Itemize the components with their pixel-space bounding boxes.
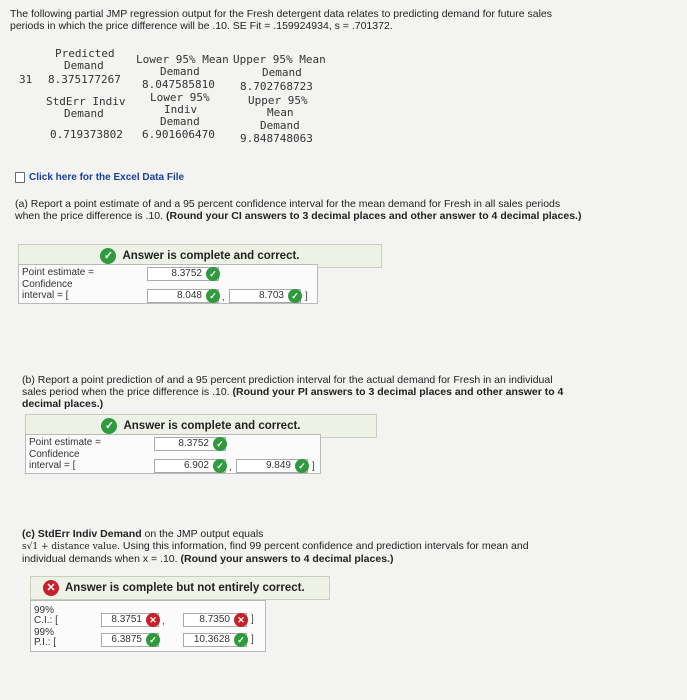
x-icon: ✕ <box>146 613 160 627</box>
header-demand-4: Demand <box>64 107 104 120</box>
check-circle-icon: ✓ <box>100 248 116 264</box>
check-circle-icon: ✓ <box>101 418 117 434</box>
check-icon: ✓ <box>213 437 227 451</box>
lower-indiv-value: 6.901606470 <box>142 128 215 141</box>
pi-upper-field[interactable]: 9.849 ✓ <box>236 459 308 473</box>
jmp-output <box>12 44 342 152</box>
part-b-line-2: sales period when the price difference is .10. (Round your PI answers to 3 decimal places and other answer to 4 <box>22 386 564 398</box>
close-bracket: ] <box>251 614 254 625</box>
header-mean: Mean <box>267 106 294 119</box>
part-c-banner-text: Answer is complete but not entirely correct. <box>65 582 305 594</box>
check-icon: ✓ <box>234 633 248 647</box>
point-estimate-label: Point estimate = <box>22 267 94 278</box>
comma: , <box>162 616 165 627</box>
intro-line-1: The following partial JMP regression output for the Fresh detergent data relates to predicting demand for future sales <box>10 8 553 20</box>
header-demand-6: Demand <box>260 119 300 132</box>
interval-label: interval = [ <box>22 290 69 301</box>
header-demand: Demand <box>64 59 104 72</box>
header-demand-2: Demand <box>160 65 200 78</box>
check-icon: ✓ <box>288 289 302 303</box>
close-bracket: ] <box>251 634 254 645</box>
comma: , <box>229 462 232 473</box>
check-icon: ✓ <box>206 267 220 281</box>
upper-mean-value: 8.702768723 <box>240 80 313 93</box>
upper-indiv-value: 9.848748063 <box>240 132 313 145</box>
part-c-banner <box>30 576 330 600</box>
lower-mean-value: 8.047585810 <box>142 78 215 91</box>
part-a-line-1: (a) Report a point estimate of and a 95 percent confidence interval for the mean demand for Fresh in all sales periods <box>15 198 561 210</box>
ci-lower-field[interactable]: 8.048 ✓ <box>147 289 219 303</box>
pi-label: P.I.: [ <box>34 637 57 648</box>
confidence-label: Confidence <box>22 279 73 290</box>
c-ci-lower-field[interactable]: 8.3751 ✕ <box>101 613 159 627</box>
part-b-line-3: decimal places.) <box>22 398 104 410</box>
check-icon: ✓ <box>213 459 227 473</box>
check-icon: ✓ <box>206 289 220 303</box>
part-c-line-3: individual demands when x = .10. (Round your answers to 4 decimal places.) <box>22 553 394 565</box>
x-icon: ✕ <box>234 613 248 627</box>
header-stderr-indiv: StdErr Indiv <box>46 95 126 108</box>
header-predicted: Predicted <box>55 47 115 60</box>
excel-link-row[interactable] <box>15 172 184 183</box>
check-icon: ✓ <box>295 459 309 473</box>
part-a-answer-table <box>18 264 318 304</box>
header-upper-indiv: Upper 95% <box>248 94 308 107</box>
pi-lower-field[interactable]: 6.902 ✓ <box>154 459 226 473</box>
part-a-line-2: when the price difference is .10. (Round your CI answers to 3 decimal places and other answer to 4 decimal places.) <box>15 210 582 222</box>
part-b-answer-table <box>25 434 321 474</box>
ci-upper-field[interactable]: 8.703 ✓ <box>229 289 301 303</box>
c-ci-upper-field[interactable]: 8.7350 ✕ <box>183 613 247 627</box>
intro-text <box>10 8 680 32</box>
intro-line-2: periods in which the price difference will be .10. SE Fit = .159924934, s = .701372. <box>10 20 393 32</box>
part-a-question <box>15 198 675 222</box>
close-bracket: ] <box>312 461 315 472</box>
excel-data-link[interactable]: Click here for the Excel Data File <box>29 172 185 183</box>
part-a-banner-text: Answer is complete and correct. <box>122 250 300 262</box>
part-b-line-1: (b) Report a point prediction of and a 95 percent prediction interval for the actual demand for Fresh in an individual <box>22 374 553 386</box>
point-prediction-field[interactable]: 8.3752 ✓ <box>154 437 226 451</box>
header-demand-3: Demand <box>262 66 302 79</box>
file-icon <box>15 172 25 183</box>
header-demand-5: Demand <box>160 115 200 128</box>
part-b-question <box>22 374 672 410</box>
pi-99-label: 99% <box>34 627 55 638</box>
stderr-value: 0.719373802 <box>50 128 123 141</box>
predicted-value: 8.375177267 <box>48 73 121 86</box>
formula: s√1 + distance value <box>22 542 118 552</box>
header-indiv: Indiv <box>164 103 198 116</box>
part-c-line-1: (c) StdErr Indiv Demand on the JMP output equals <box>22 528 264 540</box>
header-upper-mean: Upper 95% Mean <box>233 53 326 66</box>
close-bracket: ] <box>305 291 308 302</box>
ci-label: C.I.: [ <box>34 615 58 626</box>
point-estimate-label: Point estimate = <box>29 437 101 448</box>
check-icon: ✓ <box>146 633 160 647</box>
interval-label: interval = [ <box>29 460 76 471</box>
comma: , <box>222 292 225 303</box>
part-c-line-2: s√1 + distance value. Using this information, find 99 percent confidence and prediction intervals for mean and <box>22 540 529 552</box>
c-pi-lower-field[interactable]: 6.3875 ✓ <box>101 633 159 647</box>
part-b-banner-text: Answer is complete and correct. <box>123 420 301 432</box>
c-pi-upper-field[interactable]: 10.3628 ✓ <box>183 633 247 647</box>
header-lower-mean: Lower 95% Mean <box>136 53 229 66</box>
part-c-answer-table <box>30 600 266 652</box>
row-number: 31 <box>19 73 33 86</box>
part-c-question <box>22 528 672 565</box>
header-lower-indiv: Lower 95% <box>150 91 210 104</box>
ci-99-label: 99% <box>34 605 55 616</box>
confidence-label: Confidence <box>29 449 80 460</box>
x-circle-icon: ✕ <box>43 580 59 596</box>
point-estimate-field[interactable]: 8.3752 ✓ <box>147 267 219 281</box>
